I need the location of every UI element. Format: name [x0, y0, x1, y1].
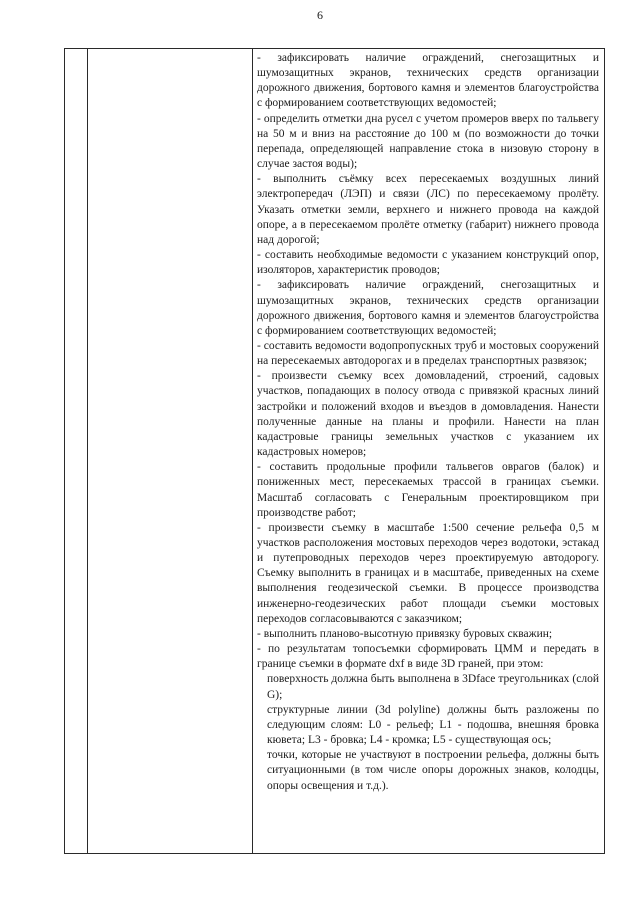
requirement-paragraph: - выполнить планово-высотную привязку буровых скважин; [257, 627, 553, 640]
dtm-sub-item: поверхность должна быть выполнена в 3Dface треугольниках (слой G); [267, 673, 599, 701]
requirement-paragraph: - произвести съемку всех домовладений, строений, садовых участков, попадающих в полосу отвода с привязкой красных линий застройки и положений входов и въездов в домовладения. Нанести полученные данные на планы и профили. Нанести на план кадастровые границы земельных участков с указанием их кадастровых номеров; [257, 370, 599, 459]
requirement-paragraph: - составить продольные профили тальвегов оврагов (балок) и пониженных мест, пересекаемых трассой в границах съемки. Масштаб согласовать с Генеральным проектировщиком при производстве работ; [257, 461, 599, 519]
requirement-paragraph: - составить ведомости водопропускных труб и мостовых сооружений на пересекаемых автодорогах и в пределах транспортных развязок; [257, 339, 599, 368]
requirement-paragraph: - определить отметки дна русел с учетом промеров вверх по тальвегу на 50 м и вниз на расстояние до 100 м (по возможности до точки перепада, определяющей направление стока в низовую сторону в случае застоя воды); [257, 112, 599, 171]
requirement-paragraph: - зафиксировать наличие ограждений, снегозащитных и шумозащитных экранов, технических средств организации дорожного движения, бортового камня и элементов благоустройства с формированием соответствующих ведомостей; [257, 279, 599, 337]
column-divider-2 [252, 49, 253, 853]
requirement-paragraph: - выполнить съёмку всех пересекаемых воздушных линий электропередач (ЛЭП) и связи (ЛС) по пересекаемому пролёту. Указать отметки земли, верхнего и нижнего провода на каждой опоре, а в пересекаемом пролёте отметку (габарит) нижнего провода над дорогой; [257, 173, 599, 246]
requirement-paragraph: - по результатам топосъемки сформировать ЦММ и передать в границе съемки в формате dxf в виде 3D граней, при этом: [257, 643, 599, 671]
requirement-paragraph: - произвести съемку в масштабе 1:500 сечение рельефа 0,5 м участков расположения мостовых переходов через водотоки, эстакад и путепроводных переходов через проектируемую автодорогу. Съемку выполнить в границах и в масштабе, приведенных на схеме выполнения геодезической съемки. В процессе производства инженерно-геодезических работ площади съемки мостовых переходов согласовываются с заказчиком; [257, 521, 599, 625]
page-number: 6 [317, 8, 323, 22]
requirements-cell [257, 51, 599, 794]
dtm-sub-item: структурные линии (3d polyline) должны быть разложены по следующим слоям: L0 - рельеф; L1 - подошва, внешняя бровка кювета; L3 - бровка; L4 - кромка; L5 - существующая ось; [267, 703, 599, 747]
column-divider-1 [87, 49, 88, 853]
requirements-table [64, 48, 605, 854]
requirement-paragraph: - зафиксировать наличие ограждений, снегозащитных и шумозащитных экранов, технических средств организации дорожного движения, бортового камня и элементов благоустройства с формированием соответствующих ведомостей; [257, 52, 599, 110]
dtm-sub-item: точки, которые не участвуют в построении рельефа, должны быть ситуационными (в том числе опоры дорожных знаков, колодцы, опоры освещения и т.д.). [267, 749, 599, 792]
requirement-paragraph: - составить необходимые ведомости с указанием конструкций опор, изоляторов, характеристик проводов; [257, 249, 599, 277]
